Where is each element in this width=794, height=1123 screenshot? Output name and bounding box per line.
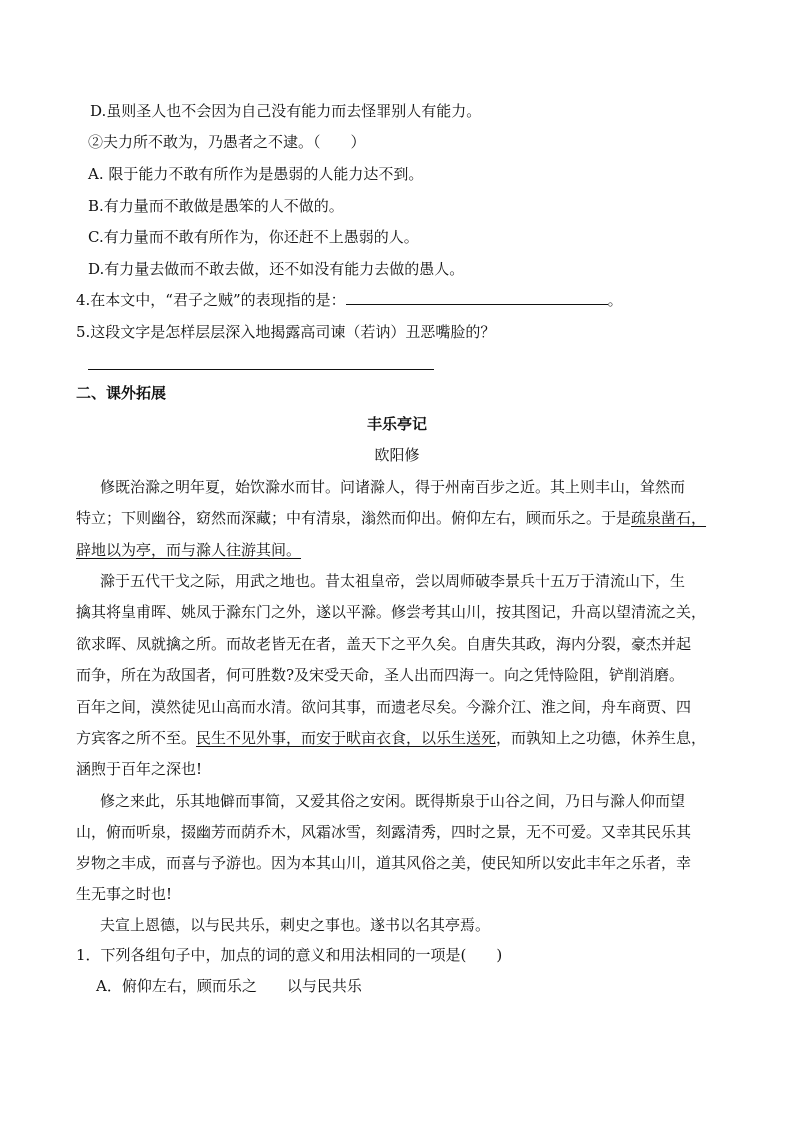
paragraph-2-line-6 xyxy=(76,728,706,748)
question-4-answer-blank[interactable] xyxy=(346,290,608,305)
article-title: 丰乐亭记 xyxy=(366,415,427,433)
paragraph-2-line-2: 擒其将皇甫晖、姚凤于滁东门之外，遂以平滁。修尝考其山川，按其图记，升高以望清流之关， xyxy=(76,603,707,621)
paragraph-2-line-6-end: ，而孰知上之功德，休养生息， xyxy=(496,729,707,747)
paragraph-2-line-1: 滁于五代干戈之际，用武之地也。昔太祖皇帝，尝以周师破李景兵十五万于清流山下，生 xyxy=(100,572,686,590)
paragraph-2-line-6-start: 方宾客之所不至。 xyxy=(76,729,197,747)
option-a: A. 限于能力不敢有所作为是愚弱的人能力达不到。 xyxy=(88,165,424,183)
question-4 xyxy=(76,290,623,310)
paragraph-2-line-5: 百年之间，漠然徒见山高而水清。欲问其事，而遗老尽矣。今滁介江、淮之间，舟车商贾、四 xyxy=(76,698,692,716)
underlined-phrase-1a: 疏泉凿石， xyxy=(631,509,707,527)
question-4-end: 。 xyxy=(607,291,623,309)
paragraph-2-line-4: 而争，所在为敌国者，何可胜数?及宋受天命，圣人出而四海一。向之凭恃险阻，铲削消磨。 xyxy=(76,666,685,684)
question-4-text: 4.在本文中，“君子之贼”的表现指的是： xyxy=(76,291,346,309)
option-d-line: D.虽则圣人也不会因为自己没有能力而去怪罪别人有能力。 xyxy=(90,102,482,120)
underlined-phrase-2: 民生不见外事，而安于畎亩衣食，以乐生送死 xyxy=(196,729,497,747)
article-author: 欧阳修 xyxy=(374,446,420,464)
question-2: ②夫力所不敢为，乃愚者之不逮。（ ） xyxy=(88,133,366,151)
paragraph-1-line-1: 修既治滁之明年夏，始饮滁水而甘。问诸滁人，得于州南百步之近。其上则丰山，耸然而 xyxy=(100,478,686,496)
option-b: B.有力量而不敢做是愚笨的人不做的。 xyxy=(88,197,344,215)
paragraph-2-line-7: 涵煦于百年之深也! xyxy=(76,760,203,778)
paragraph-4-line-1: 夫宣上恩德，以与民共乐，刺史之事也。遂书以名其亭焉。 xyxy=(100,916,491,934)
paragraph-3-line-2: 山，俯而听泉，掇幽芳而荫乔木，风霜冰雪，刻露清秀，四时之景，无不可爱。又幸其民乐其 xyxy=(76,823,692,841)
paragraph-3-line-1: 修之来此，乐其地僻而事简，又爱其俗之安闲。既得斯泉于山谷之间，乃日与滁人仰而望 xyxy=(100,792,686,810)
paragraph-1-line-2-text: 特立；下则幽谷，窈然而深藏；中有清泉，滃然而仰出。俯仰左右，顾而乐之。于是 xyxy=(76,509,632,527)
question-5-answer-line[interactable] xyxy=(88,369,434,370)
option-c: C.有力量而不敢有所作为，你还赶不上愚弱的人。 xyxy=(88,228,419,246)
paragraph-2-line-3: 欲求晖、凤就擒之所。而故老皆无在者，盖天下之平久矣。自唐失其政，海内分裂，豪杰并起 xyxy=(76,635,692,653)
exercise-question-1: 1．下列各组句子中，加点的词的意义和用法相同的一项是( ) xyxy=(76,946,503,964)
paragraph-3-line-4: 生无事之时也! xyxy=(76,885,173,903)
section-heading: 二、课外拓展 xyxy=(76,384,167,402)
paragraph-3-line-3: 岁物之丰成，而喜与予游也。因为本其山川，道其风俗之美，使民知所以安此丰年之乐者，幸 xyxy=(76,854,692,872)
paragraph-1-line-2 xyxy=(76,508,706,528)
exercise-question-1-option-a: A．俯仰左右，顾而乐之 以与民共乐 xyxy=(96,977,362,995)
question-5: 5.这段文字是怎样层层深入地揭露高司谏（若讷）丑恶嘴脸的？ xyxy=(76,323,496,341)
underlined-phrase-1b: 辟地以为亭，而与滁人往游其间。 xyxy=(76,541,302,559)
option-d: D.有力量去做而不敢去做，还不如没有能力去做的愚人。 xyxy=(88,260,465,278)
